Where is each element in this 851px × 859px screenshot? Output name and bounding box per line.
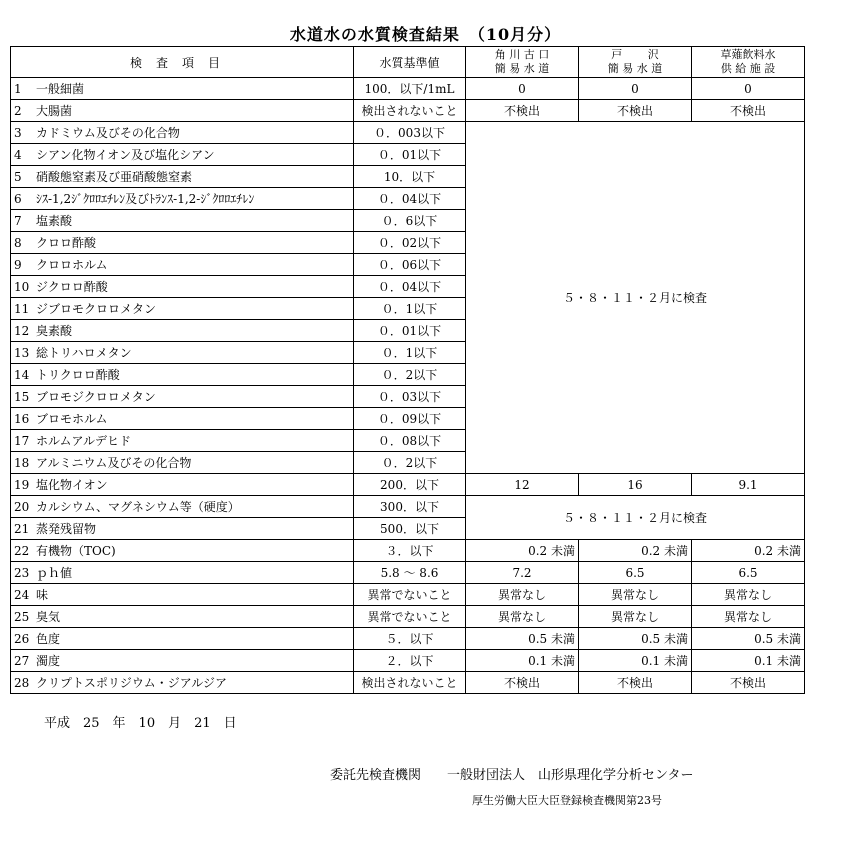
standard-cell: ０．09以下 <box>354 408 466 430</box>
result-cell: 0.1 未満 <box>692 650 805 672</box>
item-cell <box>11 518 354 540</box>
item-number: 3 <box>14 126 22 140</box>
item-cell <box>11 452 354 474</box>
item-name: 臭素酸 <box>36 324 73 338</box>
item-cell <box>11 430 354 452</box>
result-cell: 0.5 未満 <box>579 628 692 650</box>
header-item: 検査項目 <box>11 47 354 78</box>
result-cell: 16 <box>579 474 692 496</box>
item-number: 6 <box>14 192 22 206</box>
item-name: トリクロロ酢酸 <box>36 368 120 382</box>
table-body <box>11 78 805 694</box>
standard-cell: ０．04以下 <box>354 188 466 210</box>
item-name: 蒸発残留物 <box>36 522 97 536</box>
item-name: カルシウム、マグネシウム等（硬度） <box>36 500 240 514</box>
item-number: 28 <box>14 676 30 690</box>
result-cell: 不検出 <box>579 672 692 694</box>
standard-cell: 300．以下 <box>354 496 466 518</box>
result-cell: 0 <box>579 78 692 100</box>
item-name: 塩素酸 <box>36 214 73 228</box>
header-site-line2: 供 給 施 設 <box>720 62 776 75</box>
standard-cell: ０．2以下 <box>354 364 466 386</box>
item-number: 20 <box>14 500 30 514</box>
item-cell <box>11 100 354 122</box>
report-date: 平成 25 年 10 月 21 日 <box>44 716 237 731</box>
header-site-line2: 簡 易 水 道 <box>607 62 663 75</box>
standard-cell: ２．以下 <box>354 650 466 672</box>
item-name: 総トリハロメタン <box>36 346 132 360</box>
item-number: 21 <box>14 522 30 536</box>
table-row <box>11 672 805 694</box>
item-number: 24 <box>14 588 30 602</box>
page-title: 水道水の水質検査結果 （10月分） <box>289 25 562 44</box>
water-quality-table <box>10 46 805 694</box>
item-cell <box>11 276 354 298</box>
item-cell <box>11 254 354 276</box>
table-row <box>11 540 805 562</box>
result-cell: 0.1 未満 <box>466 650 579 672</box>
item-number: 27 <box>14 654 30 668</box>
item-cell <box>11 320 354 342</box>
item-cell <box>11 672 354 694</box>
result-cell: 0.5 未満 <box>466 628 579 650</box>
item-number: 23 <box>14 566 30 580</box>
table-row <box>11 606 805 628</box>
header-site-line1: 戸 沢 <box>611 48 659 61</box>
item-cell <box>11 342 354 364</box>
table-row <box>11 100 805 122</box>
result-cell: 異常なし <box>579 606 692 628</box>
item-name: ジブロモクロロメタン <box>36 302 157 316</box>
item-name: ブロモジクロロメタン <box>36 390 156 404</box>
result-cell: 12 <box>466 474 579 496</box>
result-cell: 不検出 <box>466 100 579 122</box>
result-cell: 不検出 <box>692 672 805 694</box>
item-name: 色度 <box>36 632 61 646</box>
item-number: 10 <box>14 280 30 294</box>
item-number: 22 <box>14 544 30 558</box>
item-name: ブロモホルム <box>36 412 108 426</box>
item-cell <box>11 386 354 408</box>
standard-cell: ０．08以下 <box>354 430 466 452</box>
item-name: カドミウム及びその化合物 <box>36 126 180 140</box>
item-number: 25 <box>14 610 30 624</box>
item-cell <box>11 628 354 650</box>
result-cell: 0 <box>466 78 579 100</box>
result-cell: 0.2 未満 <box>579 540 692 562</box>
standard-cell: ５．以下 <box>354 628 466 650</box>
result-cell: 異常なし <box>692 606 805 628</box>
result-cell: 異常なし <box>466 606 579 628</box>
item-name: 一般細菌 <box>36 82 85 96</box>
standard-cell: ０．2以下 <box>354 452 466 474</box>
item-cell <box>11 188 354 210</box>
standard-cell: ０．1以下 <box>354 342 466 364</box>
merged-schedule-note: ５・８・１１・２月に検査 <box>466 122 805 474</box>
merged-schedule-note: ５・８・１１・２月に検査 <box>466 496 805 540</box>
result-cell: 0.1 未満 <box>579 650 692 672</box>
header-site-line1: 草薙飲料水 <box>720 48 776 61</box>
item-cell <box>11 364 354 386</box>
standard-cell: 200．以下 <box>354 474 466 496</box>
item-cell <box>11 540 354 562</box>
result-cell: 0.2 未満 <box>466 540 579 562</box>
result-cell: 6.5 <box>579 562 692 584</box>
item-cell <box>11 144 354 166</box>
item-name: クリプトスポリジウム・ジアルジア <box>36 676 227 690</box>
item-cell <box>11 474 354 496</box>
item-number: 26 <box>14 632 30 646</box>
item-name: クロロ酢酸 <box>36 236 97 250</box>
item-number: 18 <box>14 456 30 470</box>
item-number: 19 <box>14 478 30 492</box>
item-name: ｐｈ値 <box>36 566 73 580</box>
item-name: ｼｽ-1,2ｼﾞｸﾛﾛｴﾁﾚﾝ及びﾄﾗﾝｽ-1,2-ｼﾞｸﾛﾛｴﾁﾚﾝ <box>36 192 255 206</box>
standard-cell: ０．1以下 <box>354 298 466 320</box>
standard-cell: ０．01以下 <box>354 144 466 166</box>
header-standard: 水質基準値 <box>354 47 466 78</box>
standard-cell: 検出されないこと <box>354 672 466 694</box>
item-name: ホルムアルデヒド <box>36 434 132 448</box>
item-number: 5 <box>14 170 22 184</box>
standard-cell: 異常でないこと <box>354 584 466 606</box>
item-name: クロロホルム <box>36 258 108 272</box>
result-cell: 0.5 未満 <box>692 628 805 650</box>
result-cell: 不検出 <box>466 672 579 694</box>
item-number: 16 <box>14 412 30 426</box>
standard-cell: ３．以下 <box>354 540 466 562</box>
standard-cell: 異常でないこと <box>354 606 466 628</box>
table-row <box>11 122 805 144</box>
item-number: 9 <box>14 258 22 272</box>
header-site-kusanagi <box>692 47 805 78</box>
item-number: 1 <box>14 82 22 96</box>
item-number: 7 <box>14 214 22 228</box>
standard-cell: 100．以下/1mL <box>354 78 466 100</box>
item-name: アルミニウム及びその化合物 <box>36 456 192 470</box>
item-cell <box>11 408 354 430</box>
table-row <box>11 474 805 496</box>
standard-cell: 5.8 ～ 8.6 <box>354 562 466 584</box>
header-site-line2: 簡 易 水 道 <box>494 62 550 75</box>
result-cell: 不検出 <box>579 100 692 122</box>
result-cell: 7.2 <box>466 562 579 584</box>
standard-cell: ０．02以下 <box>354 232 466 254</box>
item-cell <box>11 496 354 518</box>
result-cell: 異常なし <box>466 584 579 606</box>
item-cell <box>11 78 354 100</box>
table-row <box>11 628 805 650</box>
item-number: 15 <box>14 390 30 404</box>
item-name: 塩化物イオン <box>36 478 108 492</box>
standard-cell: ０．06以下 <box>354 254 466 276</box>
result-cell: 0.2 未満 <box>692 540 805 562</box>
result-cell: 異常なし <box>692 584 805 606</box>
result-cell: 異常なし <box>579 584 692 606</box>
result-cell: 0 <box>692 78 805 100</box>
table-row <box>11 496 805 518</box>
standard-cell: 10．以下 <box>354 166 466 188</box>
inspection-organization: 委託先検査機関 一般財団法人 山形県理化学分析センター <box>330 768 694 783</box>
item-cell <box>11 232 354 254</box>
item-cell <box>11 584 354 606</box>
standard-cell: ０．003以下 <box>354 122 466 144</box>
result-cell: 不検出 <box>692 100 805 122</box>
table-row <box>11 78 805 100</box>
item-number: 8 <box>14 236 22 250</box>
standard-cell: 500．以下 <box>354 518 466 540</box>
table-row <box>11 650 805 672</box>
item-number: 13 <box>14 346 30 360</box>
header-site-kadokawa <box>466 47 579 78</box>
item-name: 硝酸態窒素及び亜硝酸態窒素 <box>36 170 193 184</box>
item-name: 有機物（TOC) <box>36 544 116 558</box>
item-name: 大腸菌 <box>36 104 73 118</box>
registration-number: 厚生労働大臣大臣登録検査機関第23号 <box>472 794 662 807</box>
result-cell: 6.5 <box>692 562 805 584</box>
item-name: 臭気 <box>36 610 61 624</box>
item-number: 11 <box>14 302 30 316</box>
item-name: 濁度 <box>36 654 61 668</box>
item-name: シアン化物イオン及び塩化シアン <box>36 148 215 162</box>
item-cell <box>11 166 354 188</box>
item-cell <box>11 650 354 672</box>
item-number: 2 <box>14 104 22 118</box>
item-number: 12 <box>14 324 30 338</box>
standard-cell: ０．03以下 <box>354 386 466 408</box>
header-row <box>11 47 805 78</box>
item-number: 4 <box>14 148 22 162</box>
item-number: 14 <box>14 368 30 382</box>
table-row <box>11 584 805 606</box>
result-cell: 9.1 <box>692 474 805 496</box>
item-number: 17 <box>14 434 30 448</box>
item-cell <box>11 606 354 628</box>
item-cell <box>11 210 354 232</box>
table-row <box>11 562 805 584</box>
item-name: ジクロロ酢酸 <box>36 280 108 294</box>
item-name: 味 <box>36 588 49 602</box>
standard-cell: ０．01以下 <box>354 320 466 342</box>
header-site-line1: 角 川 古 口 <box>494 48 550 61</box>
standard-cell: ０．6以下 <box>354 210 466 232</box>
standard-cell: ０．04以下 <box>354 276 466 298</box>
item-cell <box>11 562 354 584</box>
header-site-tozawa <box>579 47 692 78</box>
item-cell <box>11 122 354 144</box>
standard-cell: 検出されないこと <box>354 100 466 122</box>
item-cell <box>11 298 354 320</box>
